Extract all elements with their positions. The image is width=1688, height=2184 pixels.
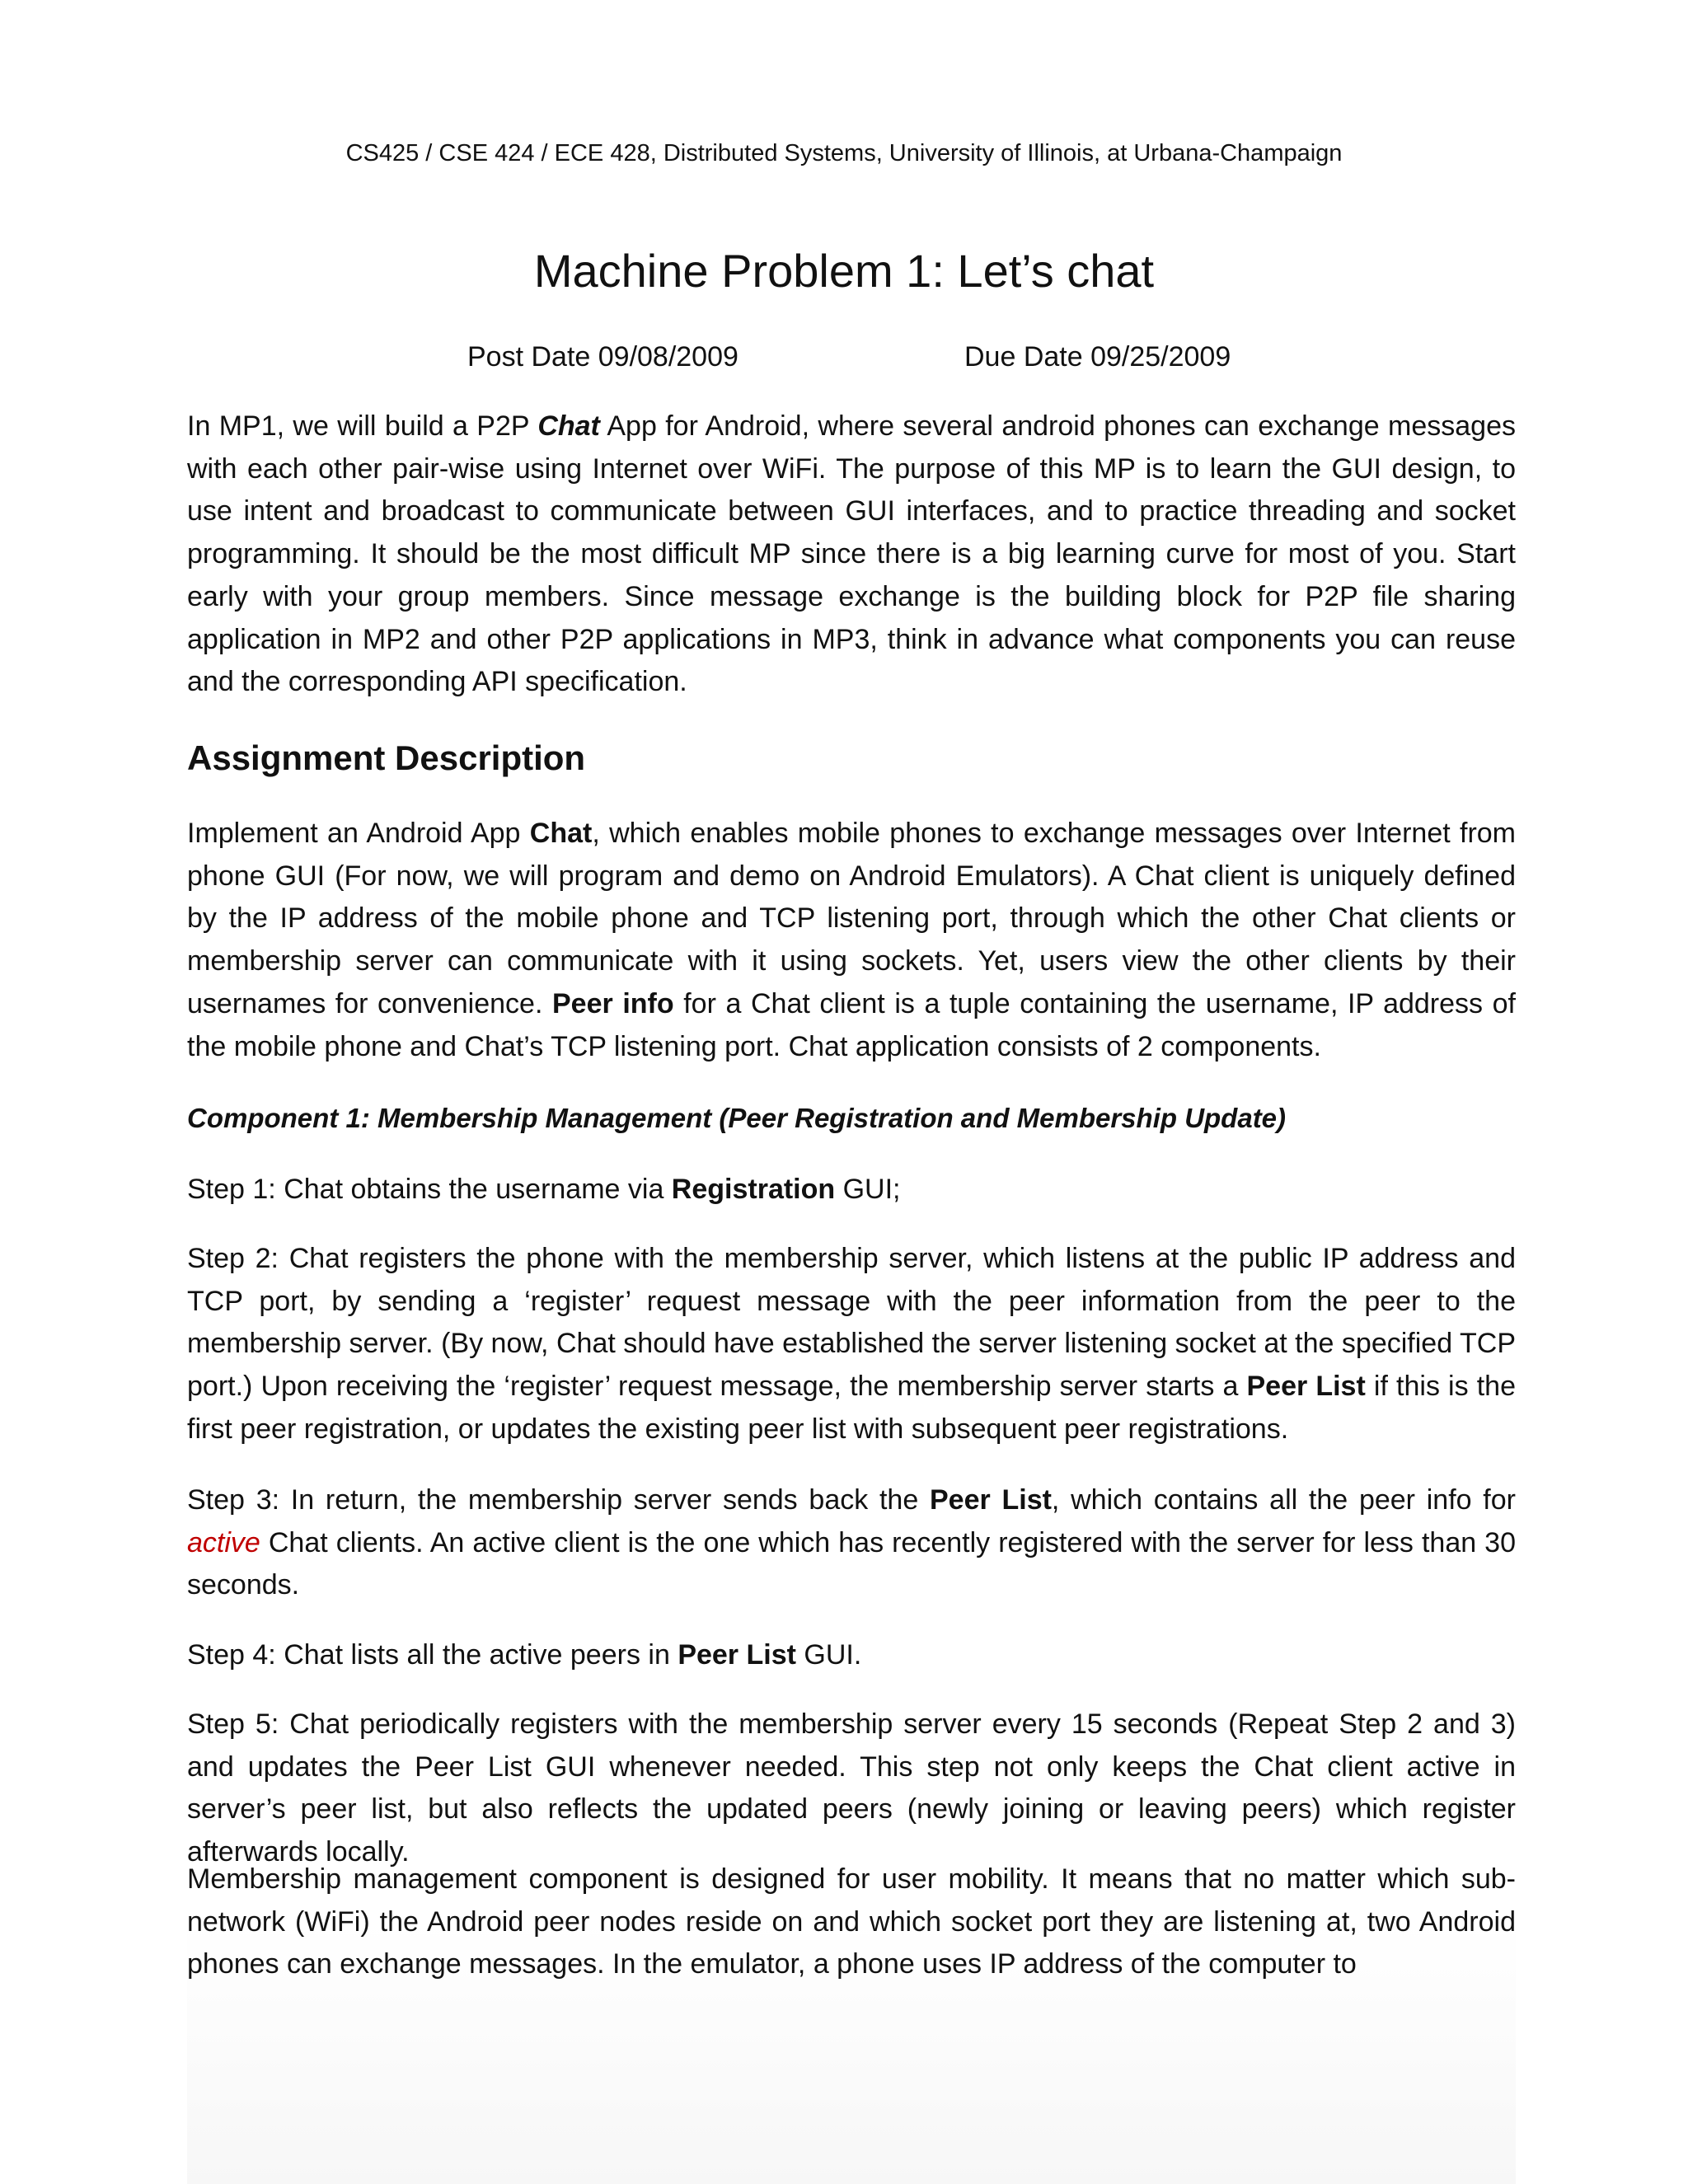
step-4-text-2: GUI. xyxy=(795,1639,862,1671)
peer-info-bold: Peer info xyxy=(552,987,674,1019)
step-3 xyxy=(187,1479,1516,1607)
assignment-text-1: Implement an Android App xyxy=(187,818,530,849)
intro-text-2: App for Android, where several android phones can exchange messages with each other pair-wise using Internet over WiFi. The purpose of this MP is to learn the GUI design, to use intent and broadcast to communicate between GUI interfaces, and to practice threading and socket programming. It should be the most difficult MP since there is a big learning curve for most of you. Start early with your group members. Since message exchange is the building block for P2P file sharing application in MP2 and other P2P applications in MP3, think in advance what components you can reuse and the corresponding API specification. xyxy=(187,410,1516,698)
intro-text-1: In MP1, we will build a P2P xyxy=(187,410,538,442)
step-3-text-3: Chat clients. An active client is the one which has recently registered with the server for less than 30 seconds. xyxy=(187,1526,1516,1601)
assignment-text-3: for a Chat client is a tuple containing the username, IP address of the mobile phone and Chat’s TCP listening port. Chat application consists of 2 components. xyxy=(187,987,1516,1062)
step-1-text-1: Step 1: Chat obtains the username via xyxy=(187,1174,672,1205)
peer-list-bold: Peer List xyxy=(930,1484,1052,1516)
peer-list-bold: Peer List xyxy=(678,1639,796,1671)
assignment-paragraph xyxy=(187,813,1516,1068)
step-4 xyxy=(187,1634,1516,1677)
mobility-paragraph xyxy=(187,1858,1516,1986)
step-2-text-1: Step 2: Chat registers the phone with the membership server, which listens at the public IP address and TCP port, by sending a ‘register’ request message with the peer information from the peer to the membership server. (By now, Chat should have established the server listening socket at the specified TCP port.) Upon receiving the ‘register’ request message, the membership server starts a xyxy=(187,1243,1516,1403)
mobility-text: Membership management component is designed for user mobility. It means that no matter which sub-network (WiFi) the Android peer nodes reside on and which socket port they are listening at, two Android phones can exchange messages. In the emulator, a phone uses IP address of the computer to xyxy=(187,1863,1516,1980)
due-date: Due Date 09/25/2009 xyxy=(964,341,1231,373)
step-4-text-1: Step 4: Chat lists all the active peers in xyxy=(187,1639,678,1671)
assignment-heading: Assignment Description xyxy=(187,738,586,777)
step-2-text-2: if this is the first peer registration, or updates the existing peer list with subsequent peer registrations. xyxy=(187,1371,1516,1445)
intro-chat-emphasis: Chat xyxy=(537,410,600,442)
peer-list-bold: Peer List xyxy=(1246,1371,1366,1403)
page-title: Machine Problem 1: Let’s chat xyxy=(533,245,1155,297)
step-2 xyxy=(187,1238,1516,1451)
registration-bold: Registration xyxy=(671,1174,836,1205)
step-5-text: Step 5: Chat periodically registers with the membership server every 15 seconds (Repeat Step 2 and 3) and updates the Peer List GUI whenever needed. This step not only keeps the Chat client active in server’s peer list, but also reflects the updated peers (newly joining or leaving peers) which register afterwards locally. xyxy=(187,1708,1516,1868)
step-3-text-1: Step 3: In return, the membership server sends back the xyxy=(187,1484,930,1516)
assignment-chat-bold: Chat xyxy=(529,818,593,849)
step-5 xyxy=(187,1704,1516,1874)
intro-paragraph xyxy=(187,405,1516,704)
step-1 xyxy=(187,1169,1516,1212)
active-emphasis: active xyxy=(187,1526,260,1558)
step-1-text-2: GUI; xyxy=(835,1174,901,1205)
assignment-text-2: , which enables mobile phones to exchange messages over Internet from phone GUI (For now, we will program and demo on Android Emulators). A Chat client is uniquely defined by the IP address of the mobile phone and TCP listening port, through which the other Chat clients or membership server can communicate with it using sockets. Yet, users view the other clients by their usernames for convenience. xyxy=(187,818,1516,1019)
step-3-text-2: , which contains all the peer info for xyxy=(1051,1484,1516,1516)
course-header: CS425 / CSE 424 / ECE 428, Distributed Systems, University of Illinois, at Urbana-Champaign xyxy=(345,140,1343,166)
post-date: Post Date 09/08/2009 xyxy=(467,341,738,373)
component1-heading: Component 1: Membership Management (Peer Registration and Membership Update) xyxy=(187,1103,1287,1133)
